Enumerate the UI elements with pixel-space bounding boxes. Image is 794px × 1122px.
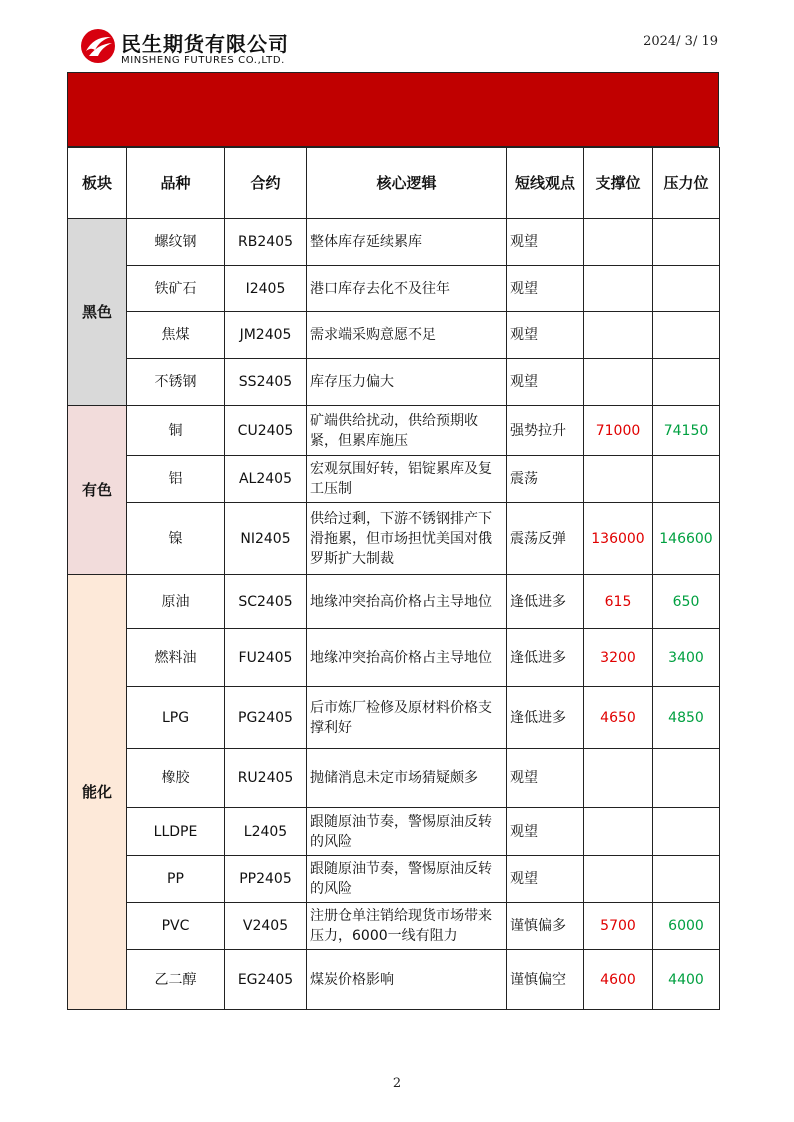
table-row: [68, 903, 720, 950]
table-row: [68, 687, 720, 749]
product-cell: 铜: [127, 406, 225, 456]
view-cell: 观望: [507, 312, 584, 359]
table-row: [68, 629, 720, 687]
contract-cell: FU2405: [225, 629, 307, 687]
logic-cell: 宏观氛围好转，铝锭累库及复工压制: [307, 456, 507, 503]
contract-cell: I2405: [225, 266, 307, 312]
resistance-cell: [653, 749, 720, 808]
resistance-cell: 146600: [653, 503, 720, 575]
support-cell: 4600: [584, 950, 653, 1010]
logic-cell: 抛储消息未定市场猜疑颇多: [307, 749, 507, 808]
product-cell: PVC: [127, 903, 225, 950]
logic-cell: 跟随原油节奏，警惕原油反转的风险: [307, 856, 507, 903]
contract-cell: JM2405: [225, 312, 307, 359]
contract-cell: RB2405: [225, 219, 307, 266]
title-banner: [67, 72, 719, 147]
support-cell: [584, 808, 653, 856]
contract-cell: CU2405: [225, 406, 307, 456]
resistance-cell: [653, 219, 720, 266]
logic-cell: 库存压力偏大: [307, 359, 507, 406]
support-cell: 3200: [584, 629, 653, 687]
header-logic: 核心逻辑: [307, 148, 507, 219]
product-cell: 不锈钢: [127, 359, 225, 406]
support-cell: [584, 749, 653, 808]
contract-cell: SC2405: [225, 575, 307, 629]
support-cell: 136000: [584, 503, 653, 575]
view-cell: 逢低进多: [507, 687, 584, 749]
contract-cell: L2405: [225, 808, 307, 856]
logic-cell: 地缘冲突抬高价格占主导地位: [307, 629, 507, 687]
company-name-cn: 民生期货有限公司: [121, 32, 289, 56]
contract-cell: NI2405: [225, 503, 307, 575]
table-row: [68, 808, 720, 856]
product-cell: 镍: [127, 503, 225, 575]
resistance-cell: [653, 856, 720, 903]
header-resistance: 压力位: [653, 148, 720, 219]
resistance-cell: [653, 456, 720, 503]
resistance-cell: 650: [653, 575, 720, 629]
logic-cell: 注册仓单注销给现货市场带来压力，6000一线有阻力: [307, 903, 507, 950]
resistance-cell: 6000: [653, 903, 720, 950]
contract-cell: V2405: [225, 903, 307, 950]
view-cell: 谨慎偏多: [507, 903, 584, 950]
view-cell: 震荡反弹: [507, 503, 584, 575]
table-row: [68, 266, 720, 312]
table-row: [68, 950, 720, 1010]
resistance-cell: 74150: [653, 406, 720, 456]
sector-energy-chemical: 能化: [68, 575, 127, 1010]
minsheng-logo-icon: [80, 28, 116, 64]
product-cell: 燃料油: [127, 629, 225, 687]
support-cell: [584, 312, 653, 359]
table-row: [68, 406, 720, 456]
header-view: 短线观点: [507, 148, 584, 219]
resistance-cell: 4850: [653, 687, 720, 749]
view-cell: 观望: [507, 219, 584, 266]
table-header-row: [68, 148, 720, 219]
support-cell: 71000: [584, 406, 653, 456]
product-cell: LPG: [127, 687, 225, 749]
table-row: [68, 749, 720, 808]
support-cell: 4650: [584, 687, 653, 749]
resistance-cell: 3400: [653, 629, 720, 687]
table-row: [68, 456, 720, 503]
logic-cell: 煤炭价格影响: [307, 950, 507, 1010]
support-cell: 615: [584, 575, 653, 629]
product-cell: 焦煤: [127, 312, 225, 359]
product-cell: 螺纹钢: [127, 219, 225, 266]
view-cell: 谨慎偏空: [507, 950, 584, 1010]
logic-cell: 地缘冲突抬高价格占主导地位: [307, 575, 507, 629]
product-cell: 铁矿石: [127, 266, 225, 312]
view-cell: 逢低进多: [507, 629, 584, 687]
table-row: [68, 503, 720, 575]
product-cell: LLDPE: [127, 808, 225, 856]
logic-cell: 供给过剩，下游不锈钢排产下滑拖累，但市场担忧美国对俄罗斯扩大制裁: [307, 503, 507, 575]
sector-black: 黑色: [68, 219, 127, 406]
product-cell: 原油: [127, 575, 225, 629]
support-cell: [584, 359, 653, 406]
view-cell: 观望: [507, 808, 584, 856]
contract-cell: RU2405: [225, 749, 307, 808]
logic-cell: 跟随原油节奏，警惕原油反转的风险: [307, 808, 507, 856]
support-cell: 5700: [584, 903, 653, 950]
report-date: 2024/ 3/ 19: [643, 34, 718, 49]
header-support: 支撑位: [584, 148, 653, 219]
product-cell: 橡胶: [127, 749, 225, 808]
view-cell: 观望: [507, 266, 584, 312]
table-row: [68, 312, 720, 359]
page-number: 2: [392, 1076, 402, 1091]
support-cell: [584, 456, 653, 503]
table-row: [68, 359, 720, 406]
view-cell: 观望: [507, 359, 584, 406]
table-row: [68, 856, 720, 903]
support-cell: [584, 219, 653, 266]
page-header: [0, 0, 794, 72]
view-cell: 震荡: [507, 456, 584, 503]
logic-cell: 矿端供给扰动，供给预期收紧，但累库施压: [307, 406, 507, 456]
view-cell: 逢低进多: [507, 575, 584, 629]
contract-cell: AL2405: [225, 456, 307, 503]
header-sector: 板块: [68, 148, 127, 219]
support-cell: [584, 856, 653, 903]
table-row: [68, 575, 720, 629]
contract-cell: SS2405: [225, 359, 307, 406]
view-cell: 观望: [507, 749, 584, 808]
product-cell: PP: [127, 856, 225, 903]
resistance-cell: 4400: [653, 950, 720, 1010]
resistance-cell: [653, 266, 720, 312]
support-cell: [584, 266, 653, 312]
table-row: [68, 219, 720, 266]
logic-cell: 需求端采购意愿不足: [307, 312, 507, 359]
futures-view-table: [67, 147, 720, 1010]
view-cell: 强势拉升: [507, 406, 584, 456]
logic-cell: 整体库存延续累库: [307, 219, 507, 266]
view-cell: 观望: [507, 856, 584, 903]
product-cell: 铝: [127, 456, 225, 503]
resistance-cell: [653, 312, 720, 359]
resistance-cell: [653, 808, 720, 856]
sector-nonferrous: 有色: [68, 406, 127, 575]
logic-cell: 港口库存去化不及往年: [307, 266, 507, 312]
resistance-cell: [653, 359, 720, 406]
product-cell: 乙二醇: [127, 950, 225, 1010]
company-name-en: MINSHENG FUTURES CO.,LTD.: [121, 55, 285, 66]
contract-cell: EG2405: [225, 950, 307, 1010]
header-product: 品种: [127, 148, 225, 219]
contract-cell: PG2405: [225, 687, 307, 749]
logic-cell: 后市炼厂检修及原材料价格支撑利好: [307, 687, 507, 749]
header-contract: 合约: [225, 148, 307, 219]
contract-cell: PP2405: [225, 856, 307, 903]
